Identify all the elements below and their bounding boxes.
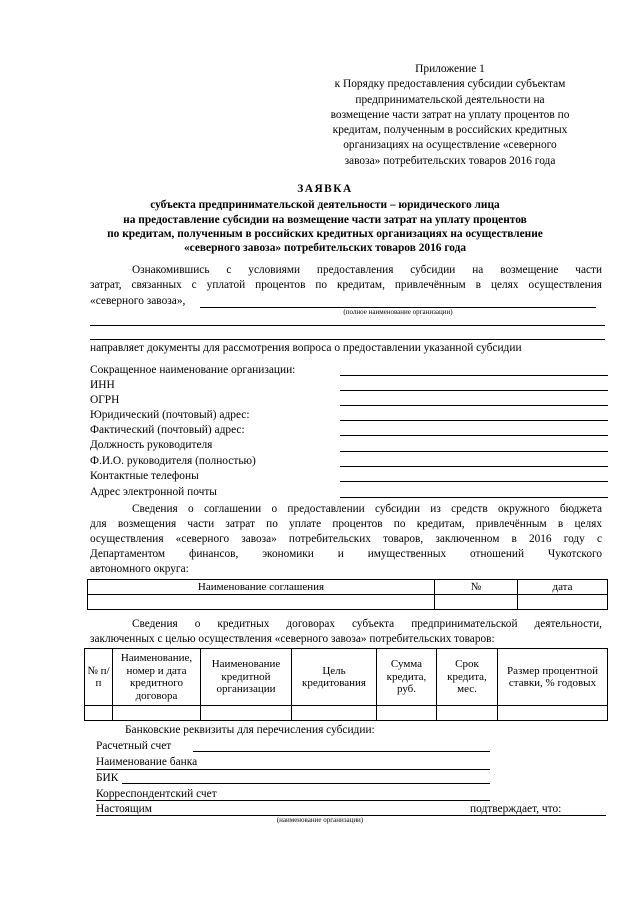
title-line: субъекта предпринимательской деятельности – юридического лица — [150, 199, 500, 212]
document-title — [60, 182, 590, 255]
credit-table — [84, 648, 608, 721]
credit-cell[interactable] — [201, 706, 292, 721]
credit-cell[interactable] — [113, 706, 201, 721]
org-field-label: Ф.И.О. руководителя (полностью) — [90, 455, 256, 467]
confirm-left: Настоящим — [96, 803, 152, 815]
appendix-line: возмещение части затрат на уплату процентов по — [330, 108, 570, 121]
credit-paragraph — [90, 617, 602, 647]
org-field-input[interactable] — [340, 435, 608, 436]
bank-field-input[interactable] — [96, 800, 490, 801]
credit-cell[interactable] — [437, 706, 498, 721]
table-row — [88, 595, 608, 610]
agreement-line: осуществления «северного завоза» потребительских товаров, заключенном в 2016 году с — [90, 533, 602, 545]
org-field-label: Сокращенное наименование организации: — [90, 364, 296, 376]
agreement-cell[interactable] — [435, 595, 518, 610]
title-line: «северного завоза» потребительских товаров 2016 года — [183, 242, 467, 255]
agreement-line: Сведения о соглашении о предоставлении субсидии из средств окружного бюджета — [132, 503, 602, 515]
intro-paragraph — [90, 263, 602, 293]
org-name-caption: (полное наименование организации) — [343, 308, 453, 316]
org-field-input[interactable] — [340, 481, 608, 482]
credit-header-bank: Наименование кредитной организации — [201, 649, 292, 706]
title-line: на предоставление субсидии на возмещение части затрат на уплату процентов — [123, 213, 527, 226]
bank-field-label: Корреспондентский счет — [96, 788, 217, 800]
org-field-input[interactable] — [340, 375, 608, 376]
bank-field-input[interactable] — [122, 783, 490, 784]
agreement-line: для возмещения части затрат по уплате процентов по кредитам, привлечённым в целях — [90, 518, 602, 530]
credit-cell[interactable] — [377, 706, 437, 721]
appendix-line: кредитам, полученным в российских кредитных — [332, 124, 568, 137]
intro-line: затрат, связанных с уплатой процентов по кредитам, привлечённым в целях осуществления — [90, 279, 602, 291]
appendix-line: к Порядку предоставления субсидии субъектам — [334, 78, 566, 91]
appendix-line: Приложение 1 — [415, 63, 485, 75]
credit-header-purpose: Цель кредитования — [292, 649, 377, 706]
agreement-table — [87, 579, 608, 610]
bank-field-label: БИК — [96, 772, 119, 784]
org-field-label: Должность руководителя — [90, 439, 213, 451]
agreement-line: Департаментом финансов, экономики и имущественных отношений Чукотского — [90, 548, 602, 560]
title-heading: ЗАЯВКА — [297, 183, 353, 195]
credit-cell[interactable] — [292, 706, 377, 721]
table-row — [85, 706, 608, 721]
org-field-input[interactable] — [340, 405, 608, 406]
org-field-input[interactable] — [340, 451, 608, 452]
org-field-input[interactable] — [340, 497, 608, 498]
intro-line: Ознакомившись с условиями предоставления субсидии на возмещение части — [132, 264, 602, 276]
agreement-cell[interactable] — [88, 595, 435, 610]
credit-header-term: Срок кредита, мес. — [437, 649, 498, 706]
sends-documents-text: направляет документы для рассмотрения вопроса о предоставлении указанной субсидии — [90, 342, 522, 354]
org-field-input[interactable] — [340, 390, 608, 391]
org-field-input[interactable] — [340, 466, 608, 467]
appendix-header — [300, 62, 600, 169]
appendix-line: организациях на осуществление «северного — [343, 139, 557, 152]
org-name-field-line-3[interactable] — [90, 339, 605, 340]
bank-field-label: Наименование банка — [96, 756, 198, 768]
confirm-right: подтверждает, что: — [470, 803, 562, 815]
bank-field-input[interactable] — [96, 769, 490, 770]
org-name-field-line-2[interactable] — [90, 325, 605, 326]
credit-cell[interactable] — [85, 706, 113, 721]
credit-header-contract: Наименование, номер и дата кредитного договора — [113, 649, 201, 706]
appendix-line: завоза» потребительских товаров 2016 года — [344, 154, 556, 167]
agreement-cell[interactable] — [518, 595, 608, 610]
bank-field-input[interactable] — [193, 751, 490, 752]
agreement-header-date: дата — [518, 580, 608, 595]
agreement-paragraph — [90, 502, 602, 577]
credit-cell[interactable] — [498, 706, 608, 721]
credit-header-amount: Сумма кредита, руб. — [377, 649, 437, 706]
bank-field-label: Расчетный счет — [96, 740, 172, 752]
credit-line: Сведения о кредитных договорах субъекта предпринимательской деятельности, — [132, 618, 602, 630]
credit-header-number: № п/п — [85, 649, 113, 706]
org-field-label: Юридический (почтовый) адрес: — [90, 409, 250, 421]
credit-header-rate: Размер процентной ставки, % годовых — [498, 649, 608, 706]
agreement-header-name: Наименование соглашения — [88, 580, 435, 595]
confirm-caption: (наименование организации) — [276, 816, 364, 824]
org-field-label: Фактический (почтовый) адрес: — [90, 424, 245, 436]
agreement-line: автономного округа: — [90, 563, 189, 575]
credit-line: заключенных с целью осуществления «северного завоза» потребительских товаров: — [90, 633, 495, 645]
appendix-line: предпринимательской деятельности на — [355, 93, 545, 106]
intro-line: «северного завоза», — [90, 295, 186, 307]
org-field-label: Контактные телефоны — [90, 470, 199, 482]
title-line: по кредитам, полученным в российских кредитных организациях на осуществление — [107, 227, 543, 240]
bank-title: Банковские реквизиты для перечисления субсидии: — [125, 724, 375, 736]
org-field-input[interactable] — [340, 420, 608, 421]
org-field-label: Адрес электронной почты — [90, 486, 217, 498]
agreement-header-number: № — [435, 580, 518, 595]
org-field-label: ИНН — [90, 379, 115, 391]
org-field-label: ОГРН — [90, 394, 120, 406]
